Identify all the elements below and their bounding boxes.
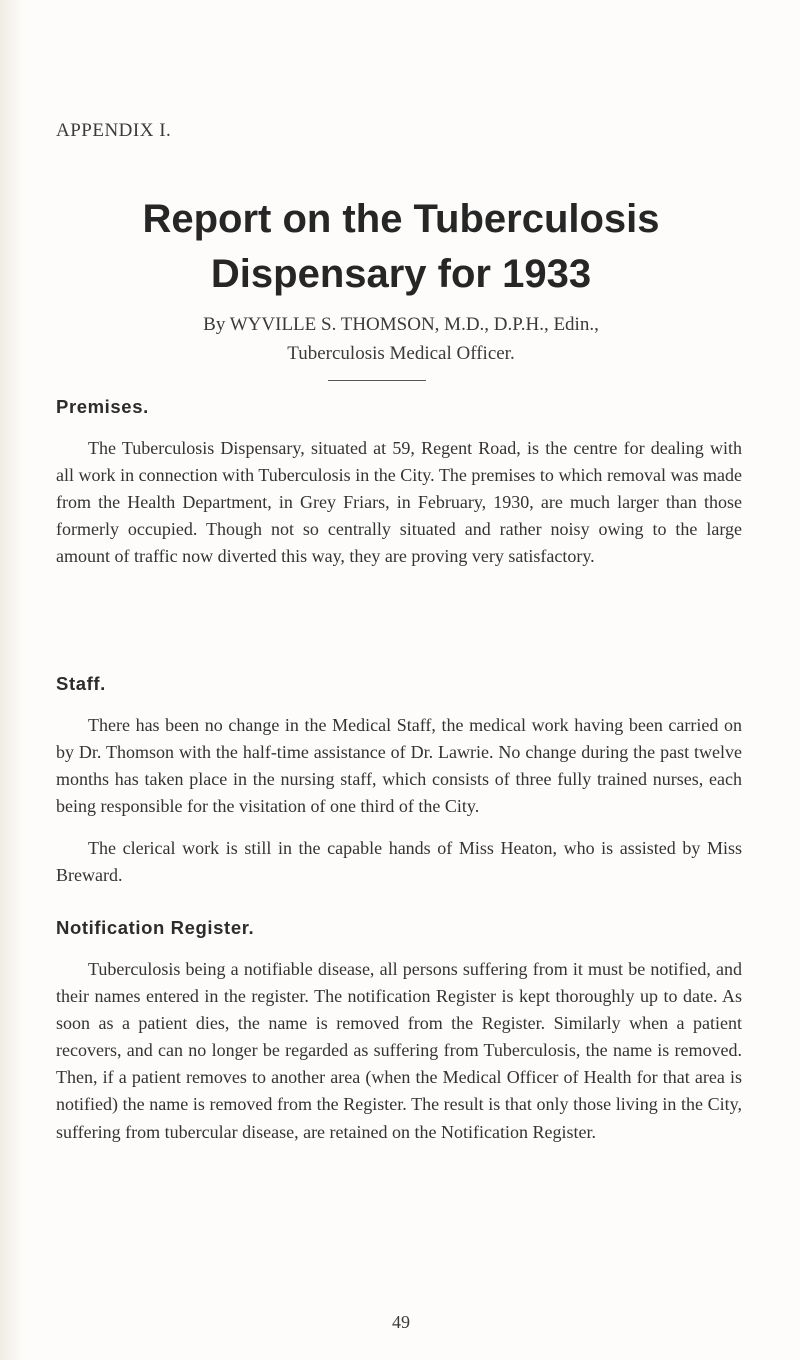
paragraph-staff-2: The clerical work is still in the capable hands of Miss Heaton, who is assisted by Miss Breward. bbox=[56, 838, 742, 886]
author-line: By WYVILLE S. THOMSON, M.D., D.P.H., Edin., bbox=[203, 314, 599, 335]
heading-notification-register: Notification Register. bbox=[56, 917, 255, 938]
paragraph-premises: The Tuberculosis Dispensary, situated at 59, Regent Road, is the centre for dealing with all work in connection with Tuberculosis in the City. The premises to which removal was made from the Health Department, in Grey Friars, in February, 1930, are much larger than those formerly occupied. Though not so centrally situated and rather noisy owing to the large amount of traffic now diverted this way, they are proving very satisfactory. bbox=[56, 438, 742, 567]
author-role: Tuberculosis Medical Officer. bbox=[287, 343, 515, 364]
heading-premises: Premises. bbox=[56, 396, 149, 417]
report-title-line-1: Report on the Tuberculosis bbox=[142, 197, 660, 241]
appendix-label: APPENDIX I. bbox=[56, 120, 172, 141]
paragraph-notification-register: Tuberculosis being a notifiable disease, all persons suffering from it must be notified, and their names entered in the register. The notification Register is kept thoroughly up to date. As soon as a patient dies, the name is removed from the Register. Similarly when a patient recovers, and can no longer be regarded as suffering from Tuberculosis, the name is removed. Then, if a patient removes to another area (when the Medical Officer of Health for that area is notified) the name is removed from the Register. The result is that only those living in the City, suffering from tubercular disease, are retained on the Notification Register. bbox=[56, 959, 742, 1142]
report-title bbox=[56, 192, 746, 302]
heading-staff: Staff. bbox=[56, 673, 106, 694]
author-byline bbox=[56, 310, 746, 368]
paragraph-staff-1: There has been no change in the Medical Staff, the medical work having been carried on by Dr. Thomson with the half-time assistance of Dr. Lawrie. No change during the past twelve months has taken place in the nursing staff, which consists of three fully trained nurses, each being responsible for the visitation of one third of the City. bbox=[56, 715, 742, 817]
report-title-line-2: Dispensary for 1933 bbox=[210, 252, 592, 296]
page-edge-shadow bbox=[0, 0, 22, 1360]
section-divider bbox=[328, 380, 426, 381]
page-number: 49 bbox=[392, 1312, 410, 1332]
